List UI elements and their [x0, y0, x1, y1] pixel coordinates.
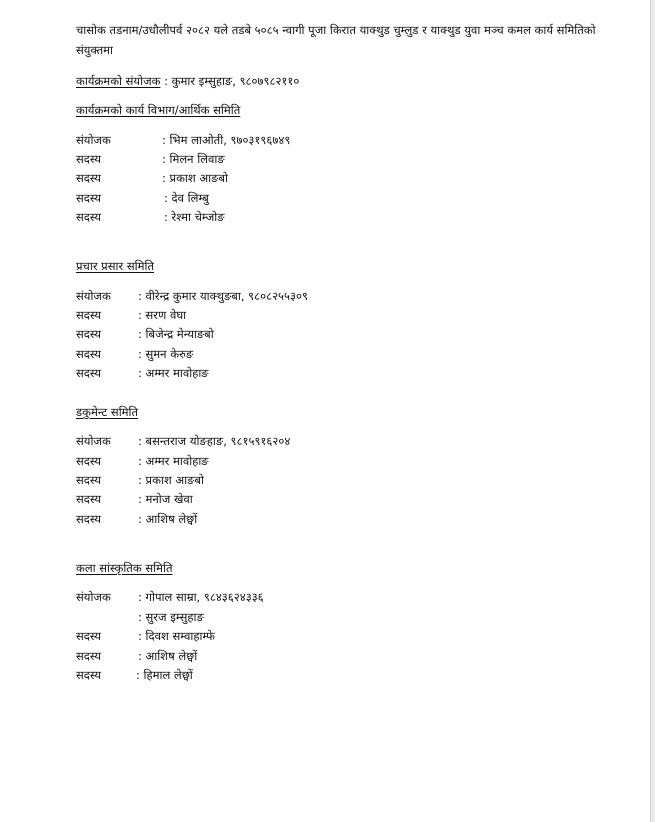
section-finance-role: सदस्य	[76, 152, 102, 166]
program-coordinator-value: : कुमार इम्सुहाङ, ९८०७९८२११०	[164, 74, 300, 88]
section-finance-role: सदस्य	[76, 210, 102, 224]
section-culture-role: सदस्य	[76, 668, 102, 682]
section-publicity-value: : अम्मर मावोहाङ	[138, 366, 209, 380]
section-finance-role: सदस्य	[76, 171, 102, 185]
section-culture-role: सदस्य	[76, 629, 102, 643]
section-documentation-role: सदस्य	[76, 492, 102, 506]
section-finance-role: संयोजक	[76, 133, 111, 147]
section-title-culture: कला सांस्कृतिक समिति	[76, 561, 173, 575]
section-title-documentation: डकुमेन्ट समिति	[76, 405, 139, 419]
section-publicity-role: सदस्य	[76, 327, 102, 341]
section-publicity-role: संयोजक	[76, 289, 111, 303]
section-finance-value: : रेश्मा चेम्जोङ	[164, 210, 225, 224]
section-finance-value: : मिलन लिवाङ	[162, 152, 225, 166]
section-documentation-value: : प्रकाश आङबो	[138, 473, 204, 487]
intro-paragraph: चासोक तडनाम/उधौलीपर्व २०८२ यले तडबे ५०८५ न्वागी पूजा किरात याक्थुड चुम्लुड र याक्थुड युवा मञ्च कमल कार्य समितिको संयुक्तमा	[76, 23, 596, 57]
section-documentation-value: : बसन्तराज योङहाङ, ९८१५९१६२०४	[138, 434, 291, 448]
section-publicity-value: : वीरेन्द्र कुमार याक्थुङबा, ९८०८२५५३०९	[138, 289, 308, 303]
section-title-publicity: प्रचार प्रसार समिति	[76, 259, 155, 273]
program-coordinator-label: कार्यक्रमको संयोजक	[76, 74, 161, 88]
section-culture-value: : दिवश सम्वाहाम्फे	[138, 629, 215, 643]
section-finance-value: : देव लिम्बु	[164, 191, 209, 205]
section-culture-value: : गोपाल साम्रा, ९८४३६२४३३६	[138, 590, 264, 604]
section-finance-role: सदस्य	[76, 191, 102, 205]
page-edge-shadow	[651, 0, 655, 822]
section-documentation-value: : आशिष लेछ्वों	[138, 512, 198, 526]
section-documentation-value: : अम्मर मावोहाङ	[138, 454, 209, 468]
section-publicity-value: : सुमन केरुङ	[138, 347, 194, 361]
section-documentation-role: सदस्य	[76, 512, 102, 526]
section-finance-value: : भिम लाओती, ९७०३१९६७४९	[162, 133, 291, 147]
section-documentation-role: संयोजक	[76, 434, 111, 448]
section-culture-role: संयोजक	[76, 590, 111, 604]
section-finance-value: : प्रकाश आङबो	[162, 171, 228, 185]
program-coordinator-line	[76, 73, 299, 89]
section-publicity-role: सदस्य	[76, 366, 102, 380]
section-documentation-value: : मनोज खेवा	[138, 492, 193, 506]
section-culture-value: : सुरज इम्सुहाङ	[138, 610, 204, 624]
section-publicity-value: : बिजेन्द्र मेन्याङबो	[138, 327, 214, 341]
section-title-finance: कार्यक्रमको कार्य विभाग/आर्थिक समिति	[76, 103, 241, 117]
section-culture-role: सदस्य	[76, 649, 102, 663]
section-culture-value: : आशिष लेछ्वों	[138, 649, 198, 663]
section-publicity-role: सदस्य	[76, 308, 102, 322]
section-documentation-role: सदस्य	[76, 454, 102, 468]
section-culture-value: : हिमाल लेछ्वों	[136, 668, 193, 682]
section-publicity-value: : सरण वेघा	[138, 308, 187, 322]
section-publicity-role: सदस्य	[76, 347, 102, 361]
section-documentation-role: सदस्य	[76, 473, 102, 487]
